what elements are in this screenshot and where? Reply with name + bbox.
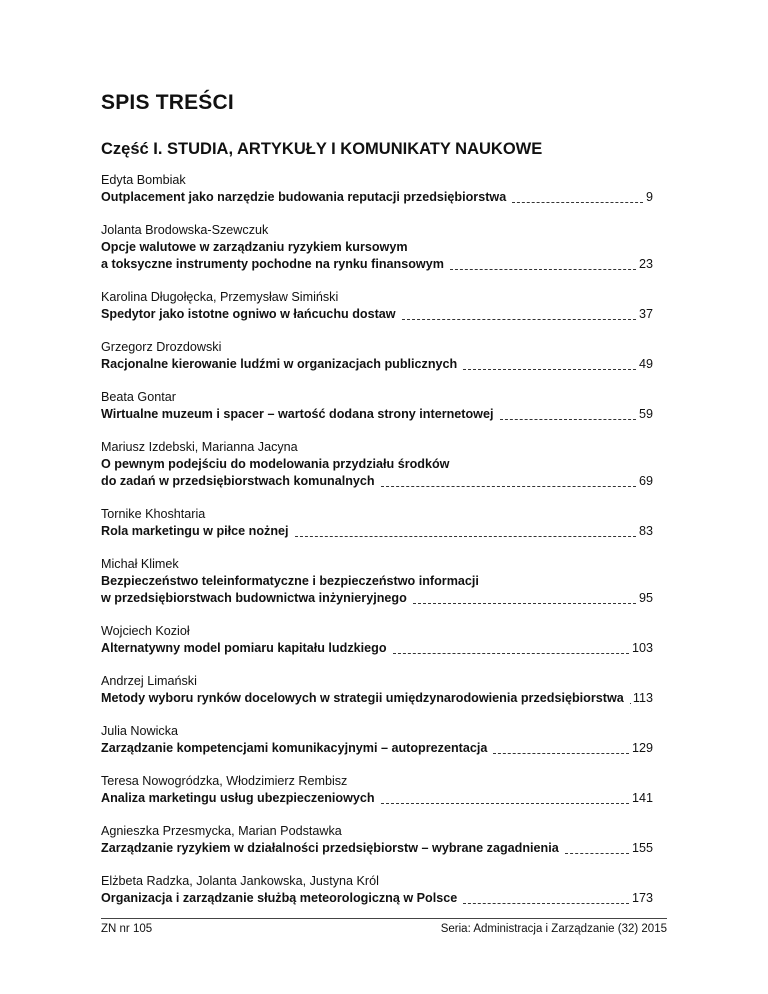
toc-entry <box>101 439 653 490</box>
toc-entry-title-row <box>101 740 653 757</box>
toc-entry-title: do zadań w przedsiębiorstwach komunalnych <box>101 474 375 488</box>
toc-entry-page-number: 155 <box>631 841 653 855</box>
toc-entry-authors: Teresa Nowogródzka, Włodzimierz Rembisz <box>101 774 348 788</box>
toc-entry-authors: Grzegorz Drozdowski <box>101 340 222 354</box>
toc-entry-title-row <box>101 890 653 907</box>
toc-entry-title-row <box>101 523 653 540</box>
toc-entry-title: a toksyczne instrumenty pochodne na rynku finansowym <box>101 257 444 271</box>
toc-entry-page-number: 49 <box>638 357 653 371</box>
page-title: SPIS TREŚCI <box>101 91 234 114</box>
toc-entry-page-number: 129 <box>631 741 653 755</box>
toc-entry-title: Racjonalne kierowanie ludźmi w organizacjach publicznych <box>101 357 458 371</box>
toc-entry-page-number: 103 <box>631 641 653 655</box>
toc-entry-title-line: Bezpieczeństwo teleinformatyczne i bezpieczeństwo informacji <box>101 574 479 588</box>
toc-entry <box>101 222 653 273</box>
dot-leader <box>512 201 643 203</box>
toc-entry-title: Zarządzanie kompetencjami komunikacyjnymi – autoprezentacja <box>101 741 488 755</box>
toc-entry-authors: Michał Klimek <box>101 557 179 571</box>
dot-leader <box>295 535 636 537</box>
toc-entry <box>101 873 653 907</box>
toc-entry-title: Zarządzanie ryzykiem w działalności przedsiębiorstw – wybrane zagadnienia <box>101 841 559 855</box>
toc-entry-title: Wirtualne muzeum i spacer – wartość dodana strony internetowej <box>101 407 494 421</box>
toc-entry-authors: Karolina Długołęcka, Przemysław Simiński <box>101 290 339 304</box>
footer-issue-number: ZN nr 105 <box>101 923 153 935</box>
toc-entry-authors: Andrzej Limański <box>101 674 197 688</box>
toc-entry <box>101 289 653 323</box>
toc-entry <box>101 556 653 607</box>
toc-entry <box>101 506 653 540</box>
dot-leader <box>493 752 629 754</box>
toc-entry <box>101 673 653 707</box>
toc-entry-title: Outplacement jako narzędzie budowania reputacji przedsiębiorstwa <box>101 190 507 204</box>
toc-entry-title-row <box>101 840 653 857</box>
toc-entry-page-number: 173 <box>631 891 653 905</box>
toc-entry-page-number: 23 <box>638 257 653 271</box>
toc-entry-authors: Jolanta Brodowska-Szewczuk <box>101 223 269 237</box>
toc-entry-authors: Julia Nowicka <box>101 724 178 738</box>
dot-leader <box>381 802 629 804</box>
toc-entry-title: Rola marketingu w piłce nożnej <box>101 524 289 538</box>
dot-leader <box>463 902 629 904</box>
toc-entry-title: Organizacja i zarządzanie służbą meteorologiczną w Polsce <box>101 891 458 905</box>
toc-entry-page-number: 95 <box>638 591 653 605</box>
toc-entry <box>101 339 653 373</box>
toc-entry-title-row <box>101 406 653 423</box>
toc-entry-page-number: 69 <box>638 474 653 488</box>
toc-entry-page-number: 37 <box>638 307 653 321</box>
dot-leader <box>402 318 636 320</box>
toc-entry-page-number: 59 <box>638 407 653 421</box>
toc-entry-authors: Mariusz Izdebski, Marianna Jacyna <box>101 440 298 454</box>
dot-leader <box>500 418 636 420</box>
toc-entry <box>101 172 653 206</box>
toc-entry <box>101 723 653 757</box>
toc-entry-authors: Wojciech Kozioł <box>101 624 190 638</box>
dot-leader <box>381 485 636 487</box>
toc-entry-title-line: Opcje walutowe w zarządzaniu ryzykiem kursowym <box>101 240 408 254</box>
toc-entry-title: Alternatywny model pomiaru kapitału ludzkiego <box>101 641 387 655</box>
toc-entry-title: w przedsiębiorstwach budownictwa inżynieryjnego <box>101 591 407 605</box>
toc-entry-authors: Edyta Bombiak <box>101 173 186 187</box>
table-of-contents <box>101 172 653 923</box>
toc-entry-title-row <box>101 256 653 273</box>
toc-entry-title-row <box>101 356 653 373</box>
toc-entry-title: Spedytor jako istotne ogniwo w łańcuchu dostaw <box>101 307 396 321</box>
toc-entry-authors: Beata Gontar <box>101 390 176 404</box>
toc-entry-title-row <box>101 306 653 323</box>
toc-entry-title-row <box>101 189 653 206</box>
toc-entry-title: Metody wyboru rynków docelowych w strategii umiędzynarodowienia przedsiębiorstwa <box>101 691 624 705</box>
toc-entry-page-number: 113 <box>632 691 653 705</box>
toc-entry-page-number: 9 <box>645 190 653 204</box>
toc-entry-title-row <box>101 790 653 807</box>
toc-entry <box>101 623 653 657</box>
part-heading: Część I. STUDIA, ARTYKUŁY I KOMUNIKATY NAUKOWE <box>101 140 543 158</box>
toc-entry-title-line: O pewnym podejściu do modelowania przydziału środków <box>101 457 450 471</box>
toc-entry <box>101 773 653 807</box>
toc-entry <box>101 823 653 857</box>
footer-divider <box>101 918 667 919</box>
dot-leader <box>393 652 629 654</box>
toc-entry-title: Analiza marketingu usług ubezpieczeniowych <box>101 791 375 805</box>
toc-entry-title-row <box>101 590 653 607</box>
dot-leader <box>413 602 636 604</box>
dot-leader <box>450 268 636 270</box>
dot-leader <box>463 368 636 370</box>
toc-entry-authors: Elżbeta Radzka, Jolanta Jankowska, Justyna Król <box>101 874 379 888</box>
toc-entry <box>101 389 653 423</box>
dot-leader <box>565 852 629 854</box>
toc-entry-title-row <box>101 640 653 657</box>
toc-entry-title-row <box>101 690 653 707</box>
toc-entry-page-number: 83 <box>638 524 653 538</box>
toc-entry-authors: Agnieszka Przesmycka, Marian Podstawka <box>101 824 342 838</box>
toc-entry-title-row <box>101 473 653 490</box>
toc-entry-authors: Tornike Khoshtaria <box>101 507 206 521</box>
footer-series: Seria: Administracja i Zarządzanie (32) 2015 <box>440 923 667 935</box>
toc-entry-page-number: 141 <box>631 791 653 805</box>
